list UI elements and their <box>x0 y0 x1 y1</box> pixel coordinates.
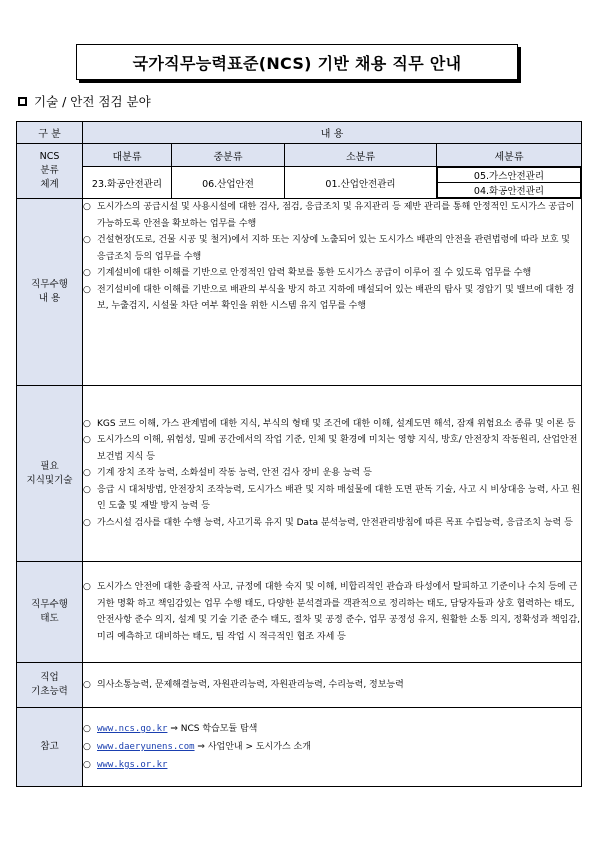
circle-bullet-icon: ○ <box>83 468 91 479</box>
list-item <box>83 579 581 645</box>
circle-bullet-icon: ○ <box>83 418 91 429</box>
ncs-detail-value: 05.가스안전관리 <box>438 168 581 183</box>
circle-bullet-icon: ○ <box>83 484 91 495</box>
list-item <box>83 720 581 738</box>
duties-row <box>17 199 582 386</box>
reference-description: NCS 학습모듈 탐색 <box>180 724 258 734</box>
job-info-table <box>16 121 582 787</box>
ncs-value-middle: 06.산업안전 <box>172 167 285 199</box>
ncs-header-major: 대분류 <box>83 144 172 167</box>
list-item <box>83 232 581 265</box>
duties-label <box>17 199 83 386</box>
ncs-header-row <box>17 144 582 167</box>
square-bullet-icon <box>18 97 27 106</box>
list-item <box>83 465 581 482</box>
label-line: NCS <box>39 151 60 162</box>
knowledge-content <box>83 386 582 562</box>
list-item <box>83 282 581 315</box>
list-item <box>83 738 581 756</box>
label-line: 태도 <box>40 613 59 624</box>
ncs-label <box>17 144 83 199</box>
arrow-icon: ⇒ <box>170 724 178 734</box>
section-heading <box>18 92 151 110</box>
label-line: 직무수행 <box>31 279 68 290</box>
list-item-text: 건설현장(도로, 건물 시공 및 철거)에서 지하 또는 지상에 노출되어 있는 도시가스 배관의 안전을 관련법령에 따라 보호 및 응급조치 등의 업무를 수행 <box>97 235 570 262</box>
kgs-link[interactable]: www.kgs.or.kr <box>97 760 168 770</box>
list-item-text <box>97 720 581 738</box>
ncs-value-detail <box>437 167 582 199</box>
label-line: 분류 <box>40 165 59 176</box>
circle-bullet-icon: ○ <box>83 724 91 734</box>
list-item <box>83 756 581 774</box>
list-item-text <box>97 738 581 756</box>
attitude-row <box>17 562 582 663</box>
circle-bullet-icon: ○ <box>83 679 91 690</box>
basic-ability-label <box>17 663 83 708</box>
list-item <box>83 265 581 282</box>
circle-bullet-icon: ○ <box>83 582 91 592</box>
label-line: 기초능력 <box>31 686 68 697</box>
label-line: 체계 <box>40 179 59 190</box>
header-content: 내 용 <box>83 122 582 144</box>
list-item-text: 기계 장치 조작 능력, 소화설비 작동 능력, 안전 검사 장비 운용 능력 등 <box>97 468 372 479</box>
reference-row <box>17 708 582 787</box>
list-item <box>83 515 581 532</box>
circle-bullet-icon: ○ <box>83 284 91 295</box>
duties-content <box>83 199 582 386</box>
list-item-text: KGS 코드 이해, 가스 관계법에 대한 지식, 부식의 형태 및 조건에 대한 이해, 설계도면 해석, 잠재 위험요소 종류 및 이론 등 <box>97 418 576 429</box>
page-title <box>76 44 518 80</box>
list-item-text: 기계설비에 대한 이해를 기반으로 안정적인 압력 확보를 통한 도시가스 공급이 이루어 질 수 있도록 업무를 수행 <box>97 268 532 278</box>
reference-description: 사업안내 > 도시가스 소개 <box>207 742 311 752</box>
list-item-text: 전기설비에 대한 이해를 기반으로 배관의 부식을 방지 하고 지하에 매설되어 있는 배관의 탐사 및 경압기 및 밸브에 대한 경보, 누출검지, 시설물 차단 여부 확인을 위한 시스템 유지 업무를 수행 <box>97 284 575 311</box>
ncs-link[interactable]: www.ncs.go.kr <box>97 724 168 734</box>
list-item-text: 도시가스 안전에 대한 총괄적 사고, 규정에 대한 숙지 및 이해, 비합리적인 관습과 타성에서 탈피하고 기준이나 수치 등에 근거한 명확 하고 책임감있는 업무 수행 태도, 다양한 분석결과를 객관적으로 정리하는 태도, 담당자들과 상호 협력하는 태도, 안전사항 준수 의지, 설계 및 기술 기준 준수 태도, 절차 및 공정 준수, 업무 공정성 유지, 원활한 소통 의지, 정확성과 책임감, 미리 예측하고 대비하는 태도, 팀 작업 시 적극적인 협조 자세 등 <box>97 582 581 642</box>
circle-bullet-icon: ○ <box>83 760 91 770</box>
arrow-icon: ⇒ <box>197 742 205 752</box>
table-header-row <box>17 122 582 144</box>
label-line: 지식및기술 <box>26 474 73 486</box>
ncs-header-detail: 세분류 <box>437 144 582 167</box>
attitude-label <box>17 562 83 663</box>
circle-bullet-icon: ○ <box>83 235 91 245</box>
ncs-value-major: 23.화공안전관리 <box>83 167 172 199</box>
header-category: 구 분 <box>17 122 83 144</box>
list-item <box>83 677 581 694</box>
label-line: 직무수행 <box>31 599 68 610</box>
list-item-text <box>97 756 581 774</box>
list-item-text: 도시가스의 이해, 위험성, 밀폐 공간에서의 작업 기준, 인체 및 환경에 미치는 영향 지식, 방호/ 안전장치 작동원리, 산업안전보건법 지식 등 <box>97 435 578 462</box>
ncs-detail-value: 04.화공안전관리 <box>438 183 581 198</box>
list-item-text: 가스시설 검사를 대한 수행 능력, 사고기록 유지 및 Data 분석능력, 안전관리방침에 따른 목표 수립능력, 응급조치 능력 등 <box>97 517 573 528</box>
list-item-text: 응급 시 대처방법, 안전장치 조작능력, 도시가스 배관 및 지하 매설물에 대한 도면 판독 기술, 사고 시 비상대응 능력, 사고 원인 도출 및 재발 방지 능력 등 <box>97 484 581 512</box>
circle-bullet-icon: ○ <box>83 517 91 528</box>
label-line: 내 용 <box>38 293 61 304</box>
label-line: 필요 <box>40 460 59 472</box>
list-item <box>83 199 581 232</box>
ncs-value-minor: 01.산업안전관리 <box>285 167 437 199</box>
section-heading-text: 기술 / 안전 점검 분야 <box>34 94 151 109</box>
list-item <box>83 416 581 433</box>
circle-bullet-icon: ○ <box>83 202 91 212</box>
list-item-text: 도시가스의 공급시설 및 사용시설에 대한 검사, 점검, 응급조치 및 유지관리 등 제반 관리를 통해 안정적인 도시가스 공급이 가능하도록 안전을 확보하는 업무를 수행 <box>97 202 575 229</box>
basic-ability-row <box>17 663 582 708</box>
list-item <box>83 432 581 465</box>
circle-bullet-icon: ○ <box>83 742 91 752</box>
circle-bullet-icon: ○ <box>83 435 91 446</box>
label-line: 직업 <box>40 672 59 683</box>
ncs-detail-subtable <box>437 167 581 198</box>
daeryunens-link[interactable]: www.daeryunens.com <box>97 742 195 752</box>
knowledge-row <box>17 386 582 562</box>
ncs-header-middle: 중분류 <box>172 144 285 167</box>
circle-bullet-icon: ○ <box>83 268 91 278</box>
list-item <box>83 482 581 515</box>
knowledge-label <box>17 386 83 562</box>
basic-ability-content <box>83 663 582 708</box>
reference-label: 참고 <box>17 708 83 787</box>
attitude-content <box>83 562 582 663</box>
list-item-text: 의사소통능력, 문제해결능력, 자원관리능력, 자원관리능력, 수리능력, 정보능력 <box>97 679 404 690</box>
ncs-header-minor: 소분류 <box>285 144 437 167</box>
ncs-value-row <box>17 167 582 199</box>
page-title-text: 국가직무능력표준(NCS) 기반 채용 직무 안내 <box>132 53 462 73</box>
reference-content <box>83 708 582 787</box>
